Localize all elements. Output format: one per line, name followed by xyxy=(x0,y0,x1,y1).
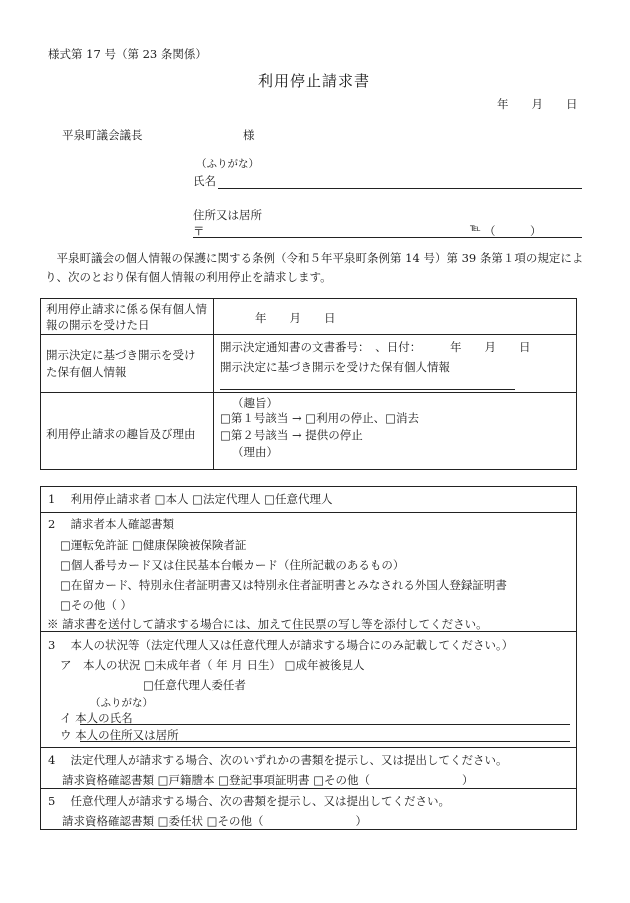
tel-paren: （ ） xyxy=(484,224,542,238)
section5-heading: 5 任意代理人が請求する場合、次の書類を提示し、又は提出してください。 xyxy=(48,794,450,808)
applicant-name-label: 氏名 xyxy=(193,174,216,188)
date-line: 年 月 日 xyxy=(497,97,578,111)
table-row-sep xyxy=(40,334,577,335)
row3-reason: （理由） xyxy=(232,445,278,459)
postal-mark: 〒 xyxy=(193,224,205,238)
row3-option2: □第２号該当 → 提供の停止 xyxy=(220,428,363,442)
section3-status: ア 本人の状況 □未成年者（ 年 月 日生） □成年被後見人 xyxy=(60,658,365,672)
section3-name-field[interactable] xyxy=(80,724,570,725)
honorific: 様 xyxy=(243,128,255,142)
row3-gist: （趣旨） xyxy=(232,396,278,410)
row1-value: 年 月 日 xyxy=(255,311,336,325)
section3-heading: 3 本人の状況等（法定代理人又は任意代理人が請求する場合にのみ記載してください。） xyxy=(48,638,514,652)
section-sep xyxy=(40,512,577,513)
section3-name: イ 本人の氏名 xyxy=(60,711,133,725)
applicant-furigana-label: （ふりがな） xyxy=(196,158,259,170)
table-row-sep xyxy=(40,392,577,393)
row1-label: 利用停止請求に係る保有個人情報の開示を受けた日 xyxy=(46,302,207,332)
section-sep xyxy=(40,788,577,789)
applicant-address-field[interactable] xyxy=(193,237,582,238)
applicant-address-label: 住所又は居所 xyxy=(193,208,262,222)
table-divider xyxy=(213,298,214,470)
section3-address: ウ 本人の住所又は居所 xyxy=(60,728,179,742)
section4-docs: 請求資格確認書類 □戸籍謄本 □登記事項証明書 □その他（ ） xyxy=(62,773,474,787)
section3-furigana: （ふりがな） xyxy=(90,697,153,709)
section4-heading: 4 法定代理人が請求する場合、次のいずれかの書類を提示し、又は提出してください。 xyxy=(48,753,508,767)
section2-item: □その他（ ） xyxy=(60,598,133,612)
section-sep xyxy=(40,747,577,748)
section2-note: ※ 請求書を送付して請求する場合には、加えて住民票の写し等を添付してください。 xyxy=(47,617,488,631)
section2-item: □個人番号カード又は住民基本台帳カード（住所記載のあるもの） xyxy=(60,558,405,572)
row2-line2: 開示決定に基づき開示を受けた保有個人情報 xyxy=(220,360,450,374)
section5-docs: 請求資格確認書類 □委任状 □その他（ ） xyxy=(62,814,368,828)
row2-field[interactable] xyxy=(220,389,515,390)
row3-option1: □第１号該当 → □利用の停止、□消去 xyxy=(220,411,420,425)
form-number: 様式第 17 号（第 23 条関係） xyxy=(48,47,207,61)
row2-label: 開示決定に基づき開示を受けた保有個人情報 xyxy=(46,348,196,379)
section1-requester: 1 利用停止請求者 □本人 □法定代理人 □任意代理人 xyxy=(48,492,333,506)
document-title: 利用停止請求書 xyxy=(258,72,371,90)
addressee: 平泉町議会議長 xyxy=(62,128,143,142)
section3-address-field[interactable] xyxy=(80,741,570,742)
tel-label: ℡ xyxy=(470,223,481,234)
row3-label: 利用停止請求の趣旨及び理由 xyxy=(46,427,196,441)
intro-paragraph: 平泉町議会の個人情報の保護に関する条例（令和５年平泉町条例第 14 号）第 39 条第１項の規定により、次のとおり保有個人情報の利用停止を請求します。 xyxy=(45,251,584,284)
row2-line1: 開示決定通知書の文書番号： 、日付： 年 月 日 xyxy=(220,340,531,354)
section2-heading: 2 請求者本人確認書類 xyxy=(48,517,174,531)
section2-item: □運転免許証 □健康保険被保険者証 xyxy=(60,538,247,552)
applicant-name-field[interactable] xyxy=(218,188,582,189)
section3-status-2: □任意代理人委任者 xyxy=(143,678,246,692)
section2-item: □在留カード、特別永住者証明書又は特別永住者証明書とみなされる外国人登録証明書 xyxy=(60,578,507,592)
